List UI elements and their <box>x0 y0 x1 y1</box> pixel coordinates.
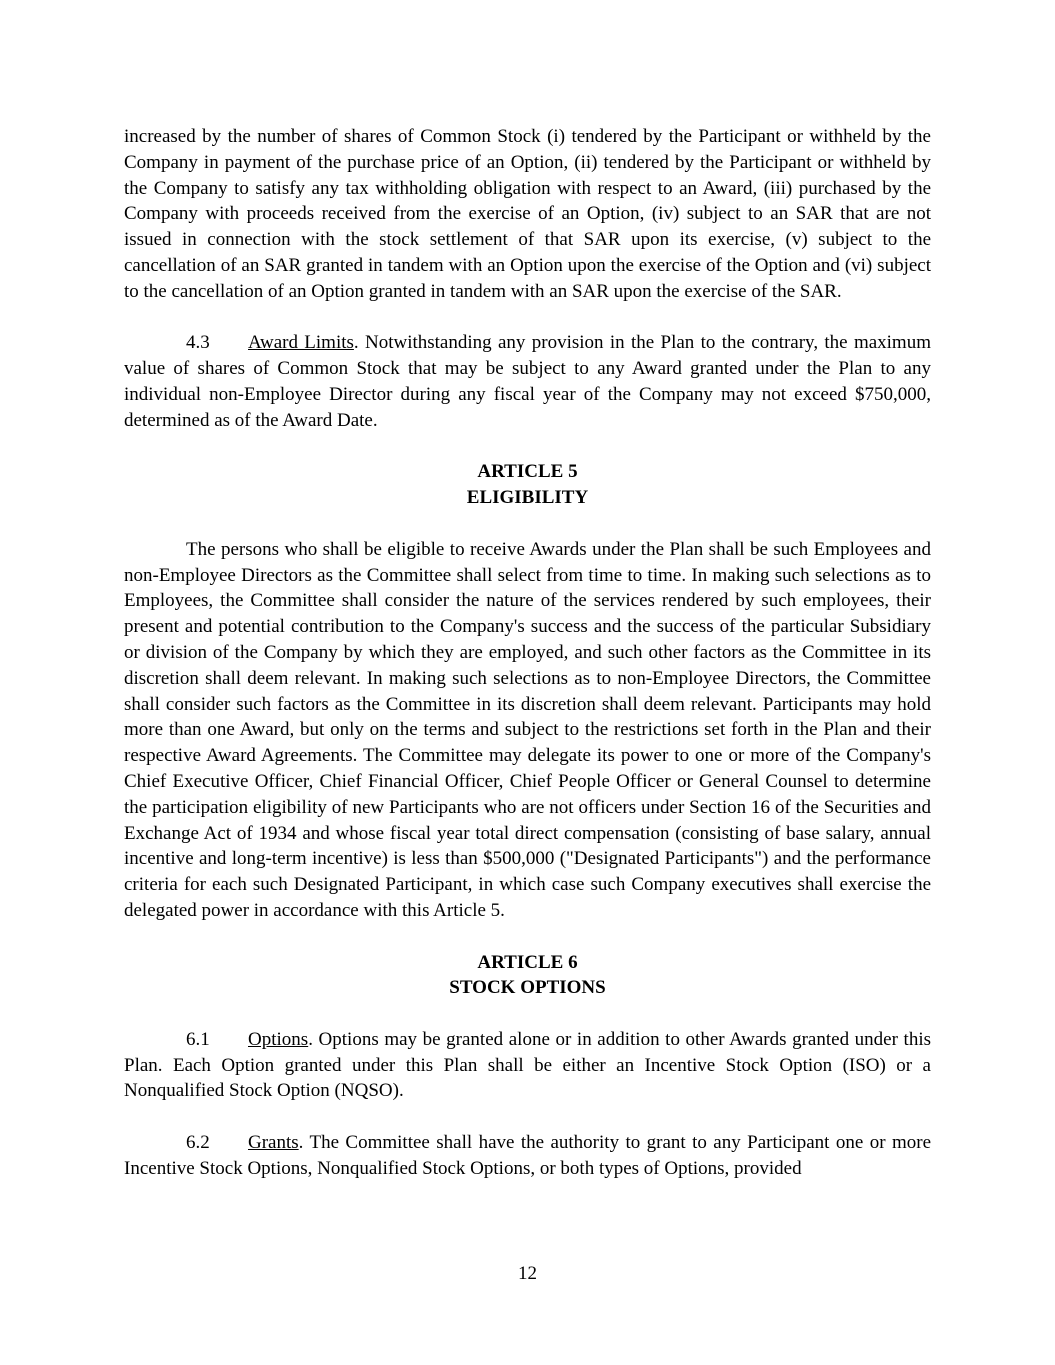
section-number: 6.2 <box>186 1132 210 1154</box>
article-5-heading <box>124 459 931 511</box>
section-6-1-paragraph <box>124 1027 931 1104</box>
continuation-paragraph: increased by the number of shares of Common Stock (i) tendered by the Participant or withheld by the Company in payment of the purchase price of an Option, (ii) tendered by the Participant or withheld by the Company to satisfy any tax withholding obligation with respect to an Award, (iii) purchased by the Company with proceeds received from the exercise of an Option, (iv) subject to an SAR that are not issued in connection with the stock settlement of that SAR upon its exercise, (v) subject to the cancellation of an SAR granted in tandem with an Option upon the exercise of the Option and (vi) subject to the cancellation of an Option granted in tandem with an SAR upon the exercise of the SAR. <box>124 126 931 302</box>
section-number: 6.1 <box>186 1028 210 1050</box>
article-label: ARTICLE 5 <box>477 461 578 483</box>
article-label: ARTICLE 6 <box>477 951 578 973</box>
section-body: . The Committee shall have the authority to grant to any Participant one or more Incentive Stock Options, Nonqualified Stock Options, or both types of Options, provided <box>124 1132 931 1179</box>
section-title: Grants <box>248 1132 299 1154</box>
section-number: 4.3 <box>186 332 210 354</box>
section-title: Award Limits <box>248 332 354 354</box>
section-6-2-paragraph <box>124 1130 931 1182</box>
article-6-heading <box>124 950 931 1002</box>
section-body: . Notwithstanding any provision in the Plan to the contrary, the maximum value of shares of Common Stock that may be subject to any Award granted under the Plan to any individual non-Employee Director during any fiscal year of the Company may not exceed $750,000, determined as of the Award Date. <box>124 332 931 431</box>
article-title: STOCK OPTIONS <box>449 977 606 999</box>
document-page <box>124 124 931 1182</box>
article-5-paragraph: The persons who shall be eligible to receive Awards under the Plan shall be such Employees and non-Employee Directors as the Committee shall select from time to time. In making such selections as to Employees, the Committee shall consider the nature of the services rendered by such employees, their present and potential contribution to the Company's success and the success of the particular Subsidiary or division of the Company by which they are employed, and such other factors as the Committee in its discretion shall deem relevant. In making such selections as to non-Employee Directors, the Committee shall consider such factors as the Committee in its discretion shall deem relevant. Participants may hold more than one Award, but only on the terms and subject to the restrictions set forth in the Plan and their respective Award Agreements. The Committee may delegate its power to one or more of the Company's Chief Executive Officer, Chief Financial Officer, Chief People Officer or General Counsel to determine the participation eligibility of new Participants who are not officers under Section 16 of the Securities and Exchange Act of 1934 and whose fiscal year total direct compensation (consisting of base salary, annual incentive and long-term incentive) is less than $500,000 ("Designated Participants") and the performance criteria for each such Designated Participant, in which case such Company executives shall exercise the delegated power in accordance with this Article 5. <box>124 538 931 921</box>
page-number: 12 <box>518 1263 537 1284</box>
section-title: Options <box>248 1028 309 1050</box>
section-body: . Options may be granted alone or in addition to other Awards granted under this Plan. Each Option granted under this Plan shall be either an Incentive Stock Option (ISO) or a Nonqualified Stock Option (NQSO). <box>124 1028 931 1102</box>
section-4-3-paragraph <box>124 330 931 433</box>
article-title: ELIGIBILITY <box>466 487 589 509</box>
